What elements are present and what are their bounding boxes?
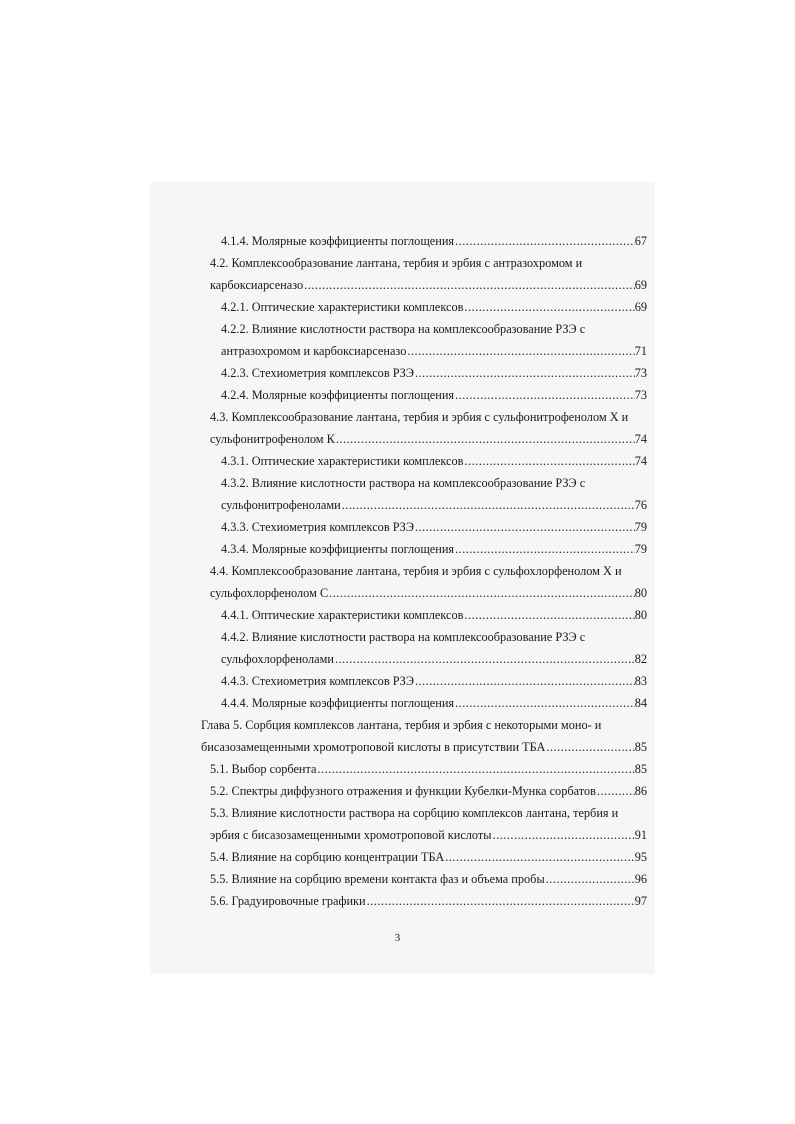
toc-entry-title: сульфохлорфенолами (221, 652, 334, 666)
toc-leader-dots (414, 671, 635, 691)
toc-entry-page: 79 (634, 542, 647, 556)
toc-entry-title: 5.2. Спектры диффузного отражения и функции Кубелки-Мунка сорбатов (210, 784, 596, 798)
toc-entry-title: 4.2.2. Влияние кислотности раствора на комплексообразование РЗЭ с (221, 322, 586, 336)
toc-entry-page: 84 (634, 696, 647, 710)
toc-leader-dots (492, 825, 635, 845)
toc-entry-title: 4.3.4. Молярные коэффициенты поглощения (221, 542, 455, 556)
toc-leader-dots (366, 891, 635, 911)
toc-leader-dots (454, 539, 635, 559)
toc-entry (221, 319, 647, 339)
toc-entry (210, 561, 647, 581)
toc-leader-dots (334, 649, 635, 669)
toc-entry-page: 67 (634, 234, 647, 248)
toc-entry (210, 847, 647, 867)
toc-leader-dots (341, 495, 635, 515)
toc-entry-page: 74 (634, 432, 647, 446)
toc-leader-dots (316, 759, 634, 779)
toc-entry (221, 297, 647, 317)
toc-entry-page: 80 (634, 586, 647, 600)
toc-entry-title: 5.4. Влияние на сорбцию концентрации ТБА (210, 850, 445, 864)
toc-entry (210, 781, 647, 801)
toc-entry (210, 407, 647, 427)
toc-entry-title: 4.4.1. Оптические характеристики комплексов (221, 608, 464, 622)
toc-entry-title: 4.4.2. Влияние кислотности раствора на комплексообразование РЗЭ с (221, 630, 586, 644)
toc-entry-title: эрбия с бисазозамещенными хромотроповой кислоты (210, 828, 492, 842)
toc-entry-title: 5.3. Влияние кислотности раствора на сорбцию комплексов лантана, тербия и (210, 806, 619, 820)
toc-entry-page: 79 (634, 520, 647, 534)
toc-entry-page: 76 (634, 498, 647, 512)
toc-entry (221, 341, 647, 361)
toc-entry-page: 74 (634, 454, 647, 468)
toc-leader-dots (454, 231, 635, 251)
toc-leader-dots (406, 341, 634, 361)
toc-entry-page: 71 (634, 344, 647, 358)
toc-entry (210, 583, 647, 603)
toc-entry-page: 80 (634, 608, 647, 622)
toc-entry-title: 4.3. Комплексообразование лантана, тербия и эрбия с сульфонитрофенолом Х и (210, 410, 629, 424)
toc-entry-title: сульфонитрофенолами (221, 498, 341, 512)
toc-entry-title: 4.3.2. Влияние кислотности раствора на комплексообразование РЗЭ с (221, 476, 586, 490)
toc-entry-title: карбоксиарсеназо (210, 278, 304, 292)
toc-entry-page: 85 (634, 740, 647, 754)
toc-entry-title: 4.3.1. Оптические характеристики комплексов (221, 454, 464, 468)
toc-entry-page: 95 (634, 850, 647, 864)
toc-leader-dots (454, 693, 635, 713)
toc-leader-dots (463, 451, 634, 471)
toc-entry-page: 96 (634, 872, 647, 886)
toc-entry-title: бисазозамещенными хромотроповой кислоты в присутствии ТБА (201, 740, 546, 754)
toc-entry (221, 363, 647, 383)
toc-entry (221, 385, 647, 405)
toc-entry (210, 803, 647, 823)
toc-entry-page: 73 (634, 366, 647, 380)
toc-leader-dots (328, 583, 635, 603)
toc-entry (210, 825, 647, 845)
toc-entry (201, 715, 647, 735)
toc-leader-dots (414, 517, 635, 537)
toc-entry-page: 73 (634, 388, 647, 402)
toc-entry-title: 4.4. Комплексообразование лантана, тербия и эрбия с сульфохлорфенолом Х и (210, 564, 622, 578)
toc-entry-page: 69 (634, 278, 647, 292)
toc-entry (210, 275, 647, 295)
toc-leader-dots (545, 737, 634, 757)
toc-entry (221, 495, 647, 515)
toc-entry (221, 671, 647, 691)
toc-leader-dots (463, 297, 634, 317)
toc-entry-page: 97 (634, 894, 647, 908)
toc-entry-page: 85 (634, 762, 647, 776)
toc-entry-page: 91 (634, 828, 647, 842)
toc-leader-dots (335, 429, 635, 449)
toc-leader-dots (444, 847, 634, 867)
toc-entry-page: 83 (634, 674, 647, 688)
toc-entry-page: 86 (634, 784, 647, 798)
toc-entry (221, 693, 647, 713)
toc-entry (201, 737, 647, 757)
toc-entry (221, 539, 647, 559)
toc-entry-title: 5.6. Градуировочные графики (210, 894, 366, 908)
toc-leader-dots (596, 781, 635, 801)
toc-entry (210, 891, 647, 911)
toc-entry (221, 605, 647, 625)
toc-entry (221, 649, 647, 669)
toc-entry-title: 5.1. Выбор сорбента (210, 762, 317, 776)
toc-entry-title: 4.4.4. Молярные коэффициенты поглощения (221, 696, 455, 710)
toc-leader-dots (454, 385, 635, 405)
toc-entry (221, 231, 647, 251)
toc-entry (221, 627, 647, 647)
toc-entry-title: антразохромом и карбоксиарсеназо (221, 344, 407, 358)
toc-leader-dots (545, 869, 635, 889)
page-number: 3 (394, 932, 401, 944)
toc-leader-dots (303, 275, 635, 295)
toc-entry-page: 82 (634, 652, 647, 666)
toc-entry-title: 4.2. Комплексообразование лантана, тербия и эрбия с антразохромом и (210, 256, 583, 270)
toc-entry-page: 69 (634, 300, 647, 314)
toc-entry-title: 4.2.1. Оптические характеристики комплексов (221, 300, 464, 314)
toc-entry-title: 4.2.3. Стехиометрия комплексов РЗЭ (221, 366, 414, 380)
toc-entry (221, 451, 647, 471)
toc-entry (221, 517, 647, 537)
toc-entry (210, 429, 647, 449)
toc-entry-title: сульфонитрофенолом К (210, 432, 335, 446)
toc-leader-dots (463, 605, 634, 625)
toc-entry-title: 4.2.4. Молярные коэффициенты поглощения (221, 388, 455, 402)
toc-entry-title: Глава 5. Сорбция комплексов лантана, тербия и эрбия с некоторыми моно- и (201, 718, 602, 732)
toc-entry (210, 759, 647, 779)
toc-entry-title: 4.3.3. Стехиометрия комплексов РЗЭ (221, 520, 414, 534)
toc-entry-title: сульфохлорфенолом С (210, 586, 329, 600)
toc-entry (221, 473, 647, 493)
toc-entry (210, 869, 647, 889)
toc-entry-title: 4.4.3. Стехиометрия комплексов РЗЭ (221, 674, 414, 688)
toc-leader-dots (414, 363, 635, 383)
toc-entry (210, 253, 647, 273)
toc-entry-title: 4.1.4. Молярные коэффициенты поглощения (221, 234, 455, 248)
toc-entry-title: 5.5. Влияние на сорбцию времени контакта фаз и объема пробы (210, 872, 545, 886)
